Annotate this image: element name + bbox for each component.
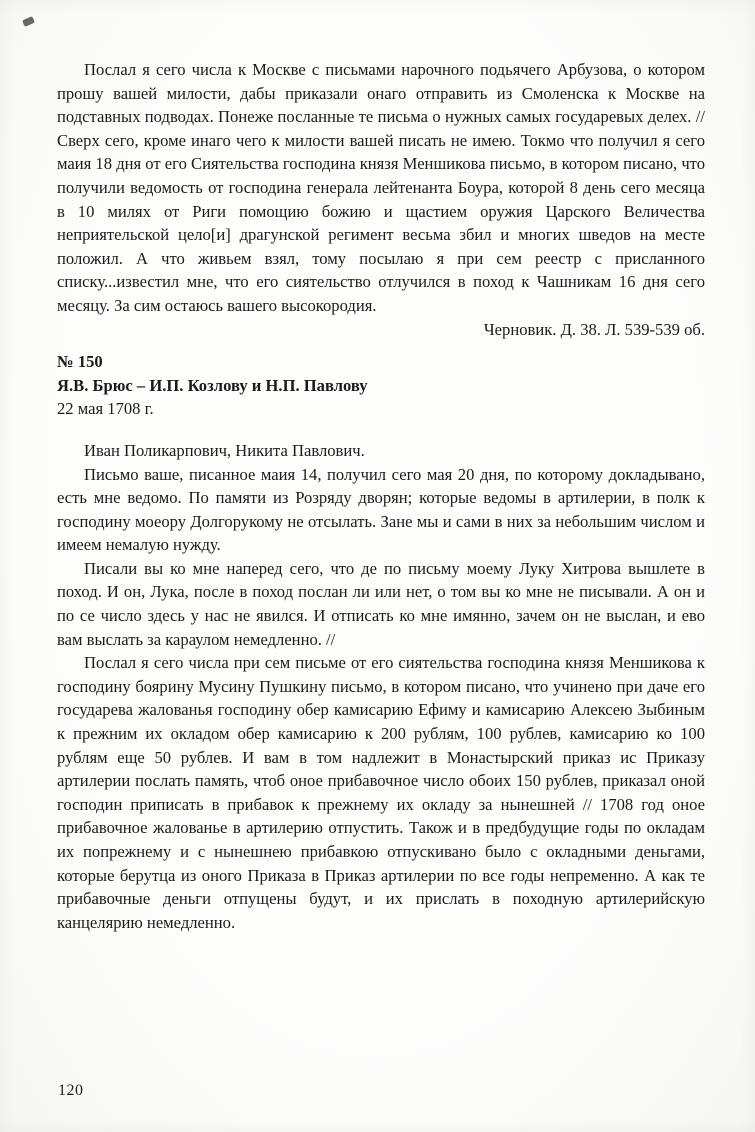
document-heading	[57, 350, 705, 421]
scan-artifact	[22, 16, 35, 27]
letter-paragraph: Письмо ваше, писанное маия 14, получил сего мая 20 дня, по которому докладывано, есть мне ведомо. По памяти из Розряду дворян; которые ведомы в артилерии, в полк к господину моеору Долгорукому не отсылать. Зане мы и сами в них за небольшим числом и имеем немалую нужду.	[57, 464, 705, 555]
letter-paragraph: Писали вы ко мне наперед сего, что де по письму моему Луку Хитрова вышлете в поход. И он, Лука, после в поход послан ли или нет, о том вы ко мне не писывали. А он и по се число здесь у нас не явился. И отписать ко мне имянно, зачем он не выслан, и ево вам выслать за караулом немедленно. //	[57, 558, 705, 649]
document-number: № 150	[57, 352, 103, 372]
letter-salutation: Иван Поликарпович, Никита Павлович.	[84, 440, 365, 460]
previous-letter-closing-paragraph: Послал я сего числа к Москве с письмами нарочного подьячего Арбузова, о котором прошу вашей милости, дабы приказали онаго отправить из Смоленска к Москве на подставных подводах. Понеже посланные те письма о нужных самых государевых делех. // Сверх сего, кроме инаго чего к милости вашей писать не имею. Токмо что получил я сего маия 18 дня от его Сиятельства господина князя Меншикова письмо, в котором писано, что получили ведомость от господина генерала лейтенанта Боура, которой 8 день сего месяца в 10 милях от Риги помощию божию и щастием оружия Царского Величества неприятельской цело[и] драгунской регимент весьма збил и многих шведов на месте положил. А что живьем взял, тому посылаю я при сем реестр с присланного списку...известил мне, что его сиятельство отлучился в поход к Чашникам 16 дня сего месяцу. За сим остаюсь вашего высокородия.	[57, 60, 705, 315]
archive-reference: Черновик. Д. 38. Л. 539-539 об.	[483, 319, 705, 339]
document-date: 22 мая 1708 г.	[57, 399, 154, 419]
page-text-block	[57, 58, 705, 934]
document-title: Я.В. Брюс – И.П. Козлову и Н.П. Павлову	[57, 375, 368, 395]
letter-paragraph: Послал я сего числа при сем письме от его сиятельства господина князя Меншикова к господину боярину Мусину Пушкину письмо, в котором писано, что учинено при даче его государева жалованья господину обер камисарию Ефиму и камисарию Алексею Зыбиным к прежним их окладом обер камисарию к 200 рублям, 100 рублев, камисарию ко 100 рублям еще 50 рублев. И вам в том надлежит в Монастырский приказ ис Приказу артилерии послать память, чтоб оное прибавочное число обоих 150 рублев, приказал оной господин приписать в прибавок к прежнему их окладу за нынешней // 1708 год оное прибавочное жалованье в артилерию отпустить. Також и в предбудущие годы по окладам их попрежнему и с нынешнею прибавкою отпускивано было с окладными деньгами, которые берутца из оного Приказа в Приказ артилерии по все годы непременно. А как те прибавочные деньги отпущены будут, и их прислать в походную артилерийскую канцелярию немедленно.	[57, 653, 705, 932]
page-number: 120	[58, 1082, 84, 1099]
